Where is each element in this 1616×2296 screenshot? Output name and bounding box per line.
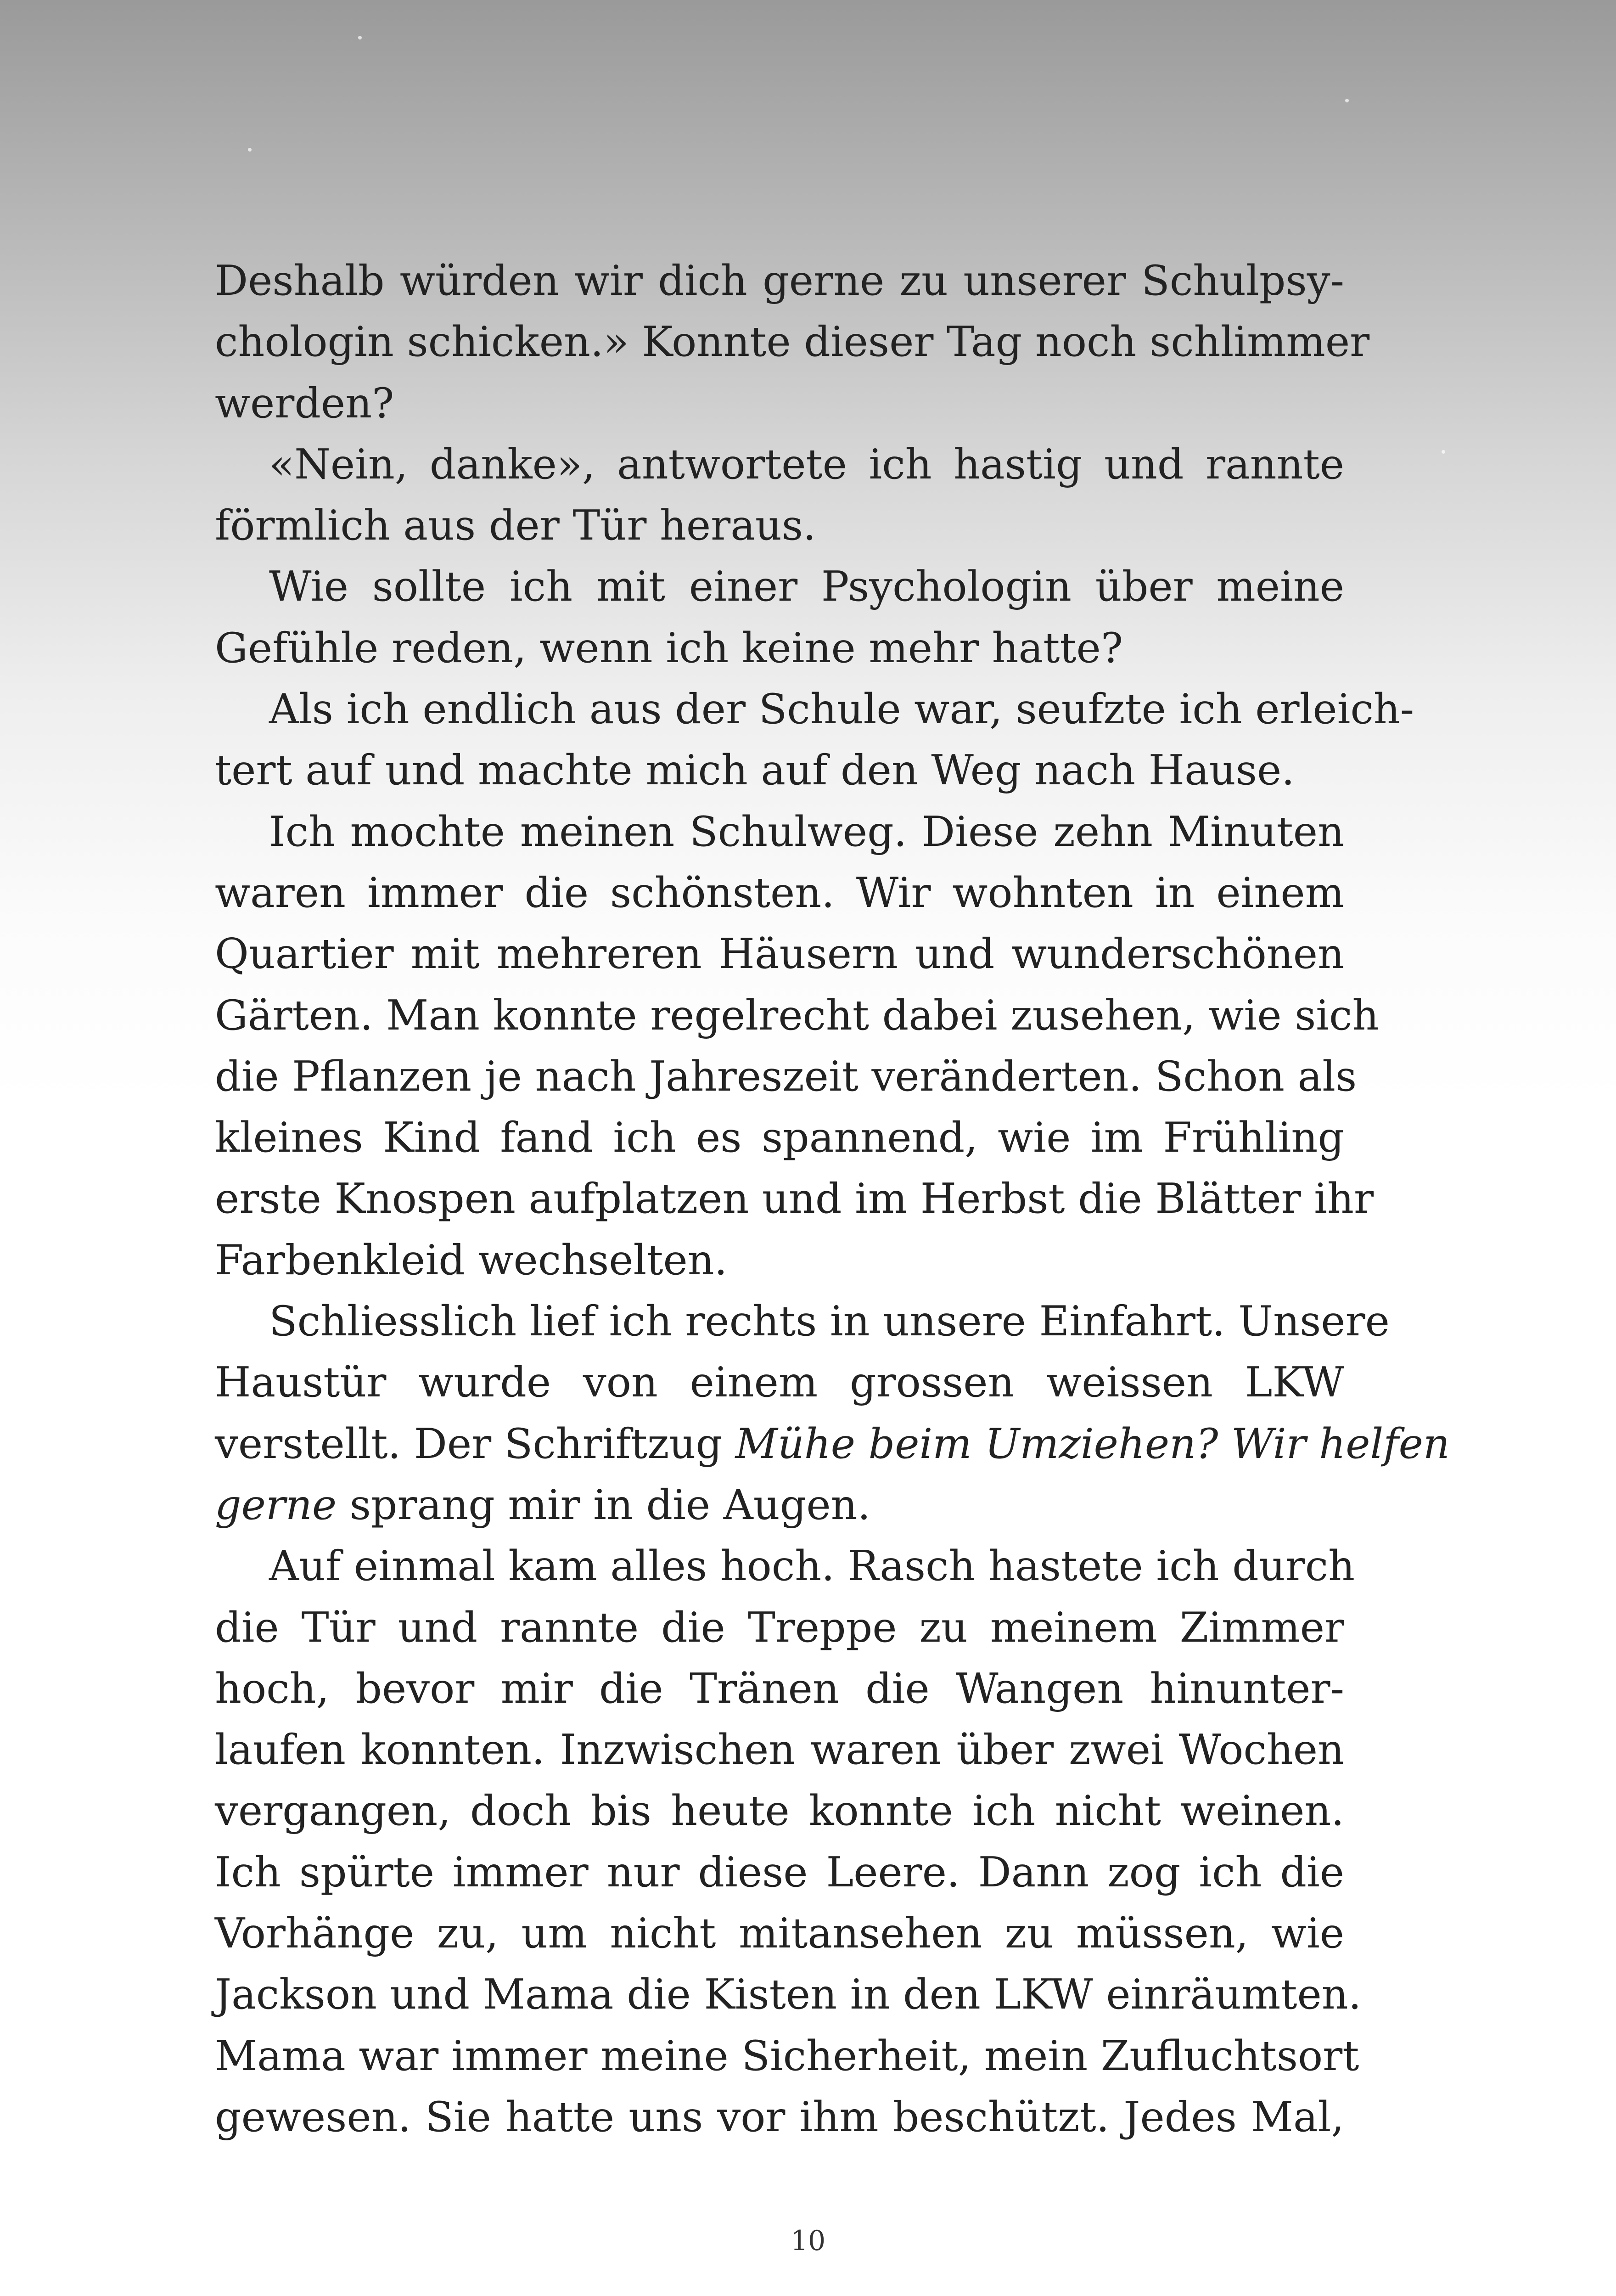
text-line: Auf einmal kam alles hoch. Rasch hastete ich durch xyxy=(269,1542,1355,1591)
text-line: Farbenkleid wechselten. xyxy=(215,1236,728,1284)
text-line: laufen konnten. Inzwischen waren über zwei Wochen xyxy=(215,1726,1344,1774)
text-line: tert auf und machte mich auf den Weg nach Hause. xyxy=(215,746,1295,795)
text-line: erste Knospen aufplatzen und im Herbst die Blätter ihr xyxy=(215,1175,1374,1223)
text-line: die Pflanzen je nach Jahreszeit veränderten. Schon als xyxy=(215,1052,1357,1101)
text-line: förmlich aus der Tür heraus. xyxy=(215,501,816,550)
decorative-star xyxy=(1345,99,1349,102)
text-line: Ich spürte immer nur diese Leere. Dann zog ich die xyxy=(215,1848,1344,1896)
text-line: Quartier mit mehreren Häusern und wunderschönen xyxy=(215,930,1344,979)
italic-text-segment: gerne xyxy=(215,1480,337,1529)
text-line: chologin schicken.» Konnte dieser Tag noch schlimmer xyxy=(215,318,1370,366)
decorative-star xyxy=(358,36,362,39)
text-line: Als ich endlich aus der Schule war, seufzte ich erleich- xyxy=(269,685,1414,734)
text-line: Gefühle reden, wenn ich keine mehr hatte? xyxy=(215,624,1123,672)
text-line: kleines Kind fand ich es spannend, wie im Frühling xyxy=(215,1114,1344,1162)
decorative-star xyxy=(1442,450,1445,454)
text-line: gewesen. Sie hatte uns vor ihm beschützt. Jedes Mal, xyxy=(215,2093,1344,2141)
text-line: Gärten. Man konnte regelrecht dabei zusehen, wie sich xyxy=(215,991,1379,1040)
text-line: «Nein, danke», antwortete ich hastig und rannte xyxy=(269,440,1344,489)
text-line: die Tür und rannte die Treppe zu meinem Zimmer xyxy=(215,1603,1344,1652)
italic-text-segment: Mühe beim Umziehen? Wir helfen xyxy=(735,1419,1450,1468)
text-line: Schliesslich lief ich rechts in unsere Einfahrt. Unsere xyxy=(269,1297,1390,1346)
text-line: Deshalb würden wir dich gerne zu unserer Schulpsy- xyxy=(215,257,1344,305)
page-number: 10 xyxy=(790,2225,826,2257)
text-segment: verstellt. Der Schriftzug xyxy=(215,1419,735,1468)
text-line-mixed xyxy=(215,1413,1450,1474)
decorative-star xyxy=(248,148,252,152)
text-line: Ich mochte meinen Schulweg. Diese zehn Minuten xyxy=(269,807,1344,856)
text-line: Jackson und Mama die Kisten in den LKW einräumten. xyxy=(215,1970,1362,2019)
text-line-mixed xyxy=(215,1474,1344,1536)
text-line: waren immer die schönsten. Wir wohnten in einem xyxy=(215,868,1344,917)
text-line: Mama war immer meine Sicherheit, mein Zufluchtsort xyxy=(215,2032,1359,2080)
text-line: Haustür wurde von einem grossen weissen LKW xyxy=(215,1358,1344,1407)
book-page-text xyxy=(215,250,1450,2148)
text-line: Vorhänge zu, um nicht mitansehen zu müssen, wie xyxy=(215,1909,1344,1958)
text-line: vergangen, doch bis heute konnte ich nicht weinen. xyxy=(215,1787,1344,1835)
text-line: hoch, bevor mir die Tränen die Wangen hinunter- xyxy=(215,1664,1344,1713)
text-line: werden? xyxy=(215,379,394,428)
text-segment: sprang mir in die Augen. xyxy=(337,1480,871,1529)
text-line: Wie sollte ich mit einer Psychologin über meine xyxy=(269,563,1344,611)
